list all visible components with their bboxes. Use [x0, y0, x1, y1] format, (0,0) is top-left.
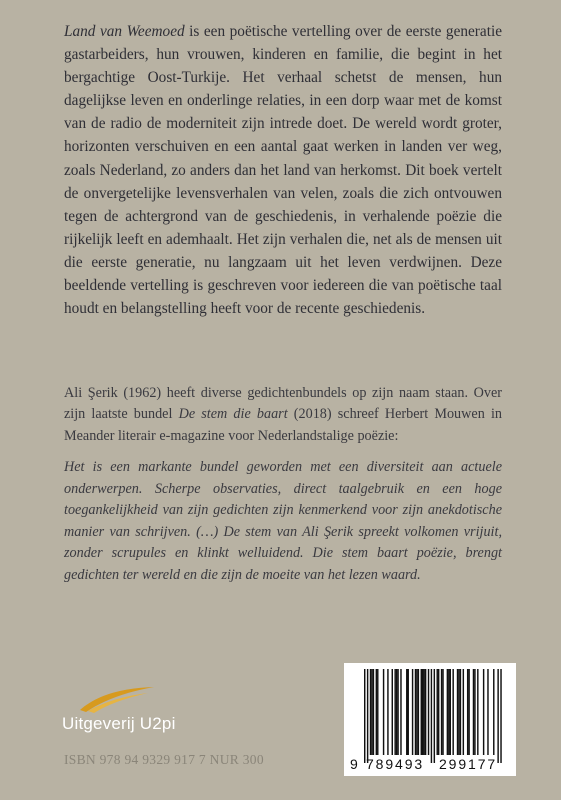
barcode-bar — [383, 669, 384, 755]
barcode-bar — [457, 669, 458, 755]
barcode-left-group: 789493 — [366, 756, 425, 772]
previous-book-title: De stem die baart — [178, 406, 288, 423]
barcode-bar — [431, 669, 432, 763]
barcode-bar — [396, 669, 397, 755]
description-text: is een poëtische vertelling over de eerste generatie gastarbeiders, hun vrouwen, kinderen en familie, die begint in het bergachtige Oost-Turkije. Het verhaal schetst de mensen, hun dagelijkse leven en onderlinge relaties, in een dorp waar met de komst van de radio de moderniteit zijn intrede doet. De wereld wordt groter, horizonten verschuiven en een aantal gaat werken in landen ver weg, zoals Nederland, zo anders dan het land van herkomst. Dit boek vertelt de onvergetelijke levensverhalen van velen, zoals die zich ontvouwen tegen de achtergrond van de geschiedenis, in verhalende poëzie die rijkelijk leeft en ademhaalt. Het zijn verhalen die, net als de mensen uit die eerste generatie, nu langzaam uit het leven verdwijnen. Deze beeldende vertelling is geschreven voor iedereen die van poëtische taal houdt en belangstelling heeft voor de recente geschiedenis. — [64, 23, 502, 318]
barcode-right-group: 299177 — [439, 756, 498, 772]
barcode-bar — [421, 669, 422, 755]
publisher-logo — [60, 684, 290, 744]
barcode-bar — [447, 669, 448, 755]
barcode-bar — [377, 669, 378, 755]
barcode-bar — [412, 669, 413, 755]
barcode-bar — [376, 669, 377, 755]
barcode-bar — [406, 669, 407, 755]
barcode-bar — [500, 669, 501, 763]
barcode-bar — [387, 669, 388, 755]
barcode-bar — [415, 669, 416, 755]
barcode-bar — [373, 669, 374, 755]
publisher-name: Uitgeverij U2pi — [62, 714, 176, 733]
barcode-bar — [397, 669, 398, 755]
barcode-bar — [364, 669, 365, 763]
barcode-bar — [442, 669, 443, 755]
barcode-bar — [450, 669, 451, 755]
barcode-bar — [452, 669, 453, 755]
barcode-bar — [418, 669, 419, 755]
barcode-bar — [434, 669, 435, 763]
barcode-bar — [473, 669, 474, 755]
barcode-bar — [416, 669, 417, 755]
barcode-bar — [371, 669, 372, 755]
barcode-bar — [423, 669, 424, 755]
author-bio-text-1: Ali Şerik (1962) heeft diverse gedichtenbundels op zijn naam staan. Over zijn laatste bundel — [64, 385, 502, 423]
barcode-bar — [477, 669, 478, 755]
barcode-bar — [467, 669, 468, 755]
barcode-bar — [487, 669, 488, 755]
barcode-bar — [370, 669, 371, 755]
barcode-bar — [463, 669, 464, 755]
author-bio — [64, 383, 502, 447]
isbn-nur: ISBN 978 94 9329 917 7 NUR 300 — [64, 752, 264, 767]
book-description — [64, 20, 502, 320]
barcode-first-digit: 9 — [350, 756, 358, 772]
barcode-bar — [425, 669, 426, 755]
barcode-bar — [408, 669, 409, 755]
author-bio-text-2: (2018) schreef Herbert Mouwen in Meander literair e-magazine voor Nederlandstalige poëzie: — [64, 406, 502, 444]
barcode-bar — [474, 669, 475, 755]
barcode-bar — [367, 669, 368, 763]
barcode-bar — [460, 669, 461, 755]
isbn-barcode — [344, 663, 516, 776]
barcode-bar — [400, 669, 401, 755]
barcode-bar — [438, 669, 439, 755]
barcode-bar — [428, 669, 429, 755]
barcode-bar — [441, 669, 442, 755]
swoosh-logo-icon — [78, 684, 158, 714]
book-title: Land van Weemoed — [64, 23, 185, 40]
barcode-bar — [493, 669, 494, 755]
review-quote: Het is een markante bundel geworden met een diversiteit aan actuele onderwerpen. Scherpe observaties, direct taalgebruik en een hoge toegankelijkheid van zijn gedichten zijn kenmerkend voor zijn anekdotische manier van schrijven. (…) De stem van Ali Şerik spreekt volkomen vrijuit, zonder scrupules en klinkt welluidend. Die stem baart poëzie, brengt gedichten ter wereld en die zijn de moeite van het lezen waard. — [64, 459, 502, 583]
barcode-bar — [392, 669, 393, 755]
barcode-bar — [448, 669, 449, 755]
barcode-bar — [483, 669, 484, 755]
barcode-bar — [422, 669, 423, 755]
barcode-bar — [458, 669, 459, 755]
barcode-bar — [497, 669, 498, 763]
barcode-bar — [437, 669, 438, 755]
barcode-bar — [468, 669, 469, 755]
barcode-bar — [394, 669, 395, 755]
